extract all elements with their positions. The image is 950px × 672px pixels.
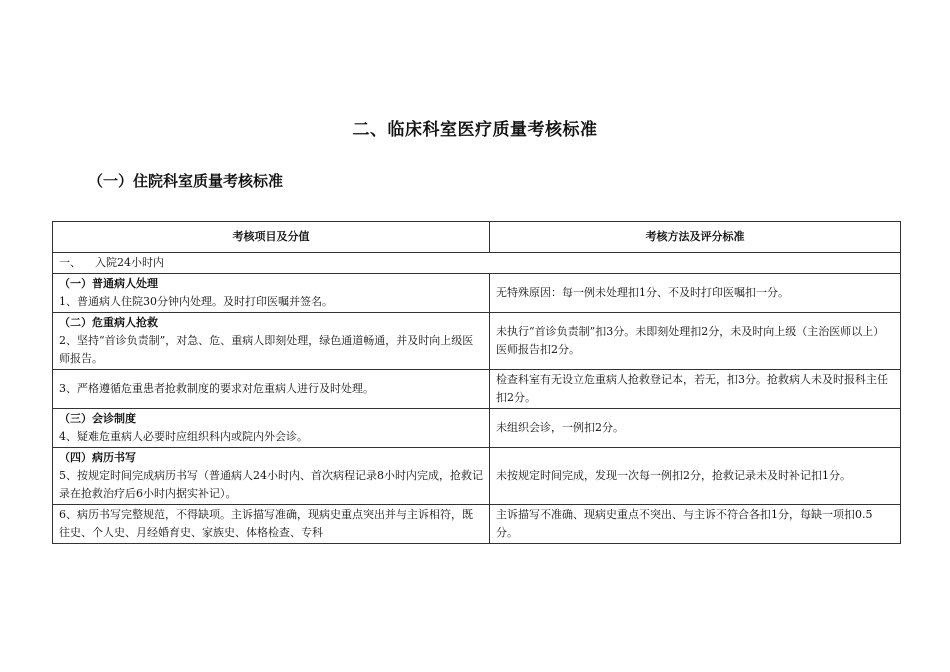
standards-table [52, 221, 901, 544]
method-cell: 未执行“首诊负责制”扣3分。未即刻处理扣2分，未及时向上级（主治医师以上）医师报告扣2分。 [490, 313, 901, 370]
method-cell: 检查科室有无设立危重病人抢救登记本，若无，扣3分。抢救病人未及时报科主任扣2分。 [490, 370, 901, 409]
method-cell: 主诉描写不准确、现病史重点不突出、与主诉不符合各扣1分，每缺一项扣0.5分。 [490, 505, 901, 544]
item-text: 2、坚持“首诊负责制”，对急、危、重病人即刻处理，绿色通道畅通，并及时向上级医师报告。 [59, 334, 474, 365]
item-cell [53, 409, 490, 448]
table-row [53, 448, 901, 505]
category-title: （一）普通病人处理 [59, 277, 158, 290]
method-cell: 无特殊原因：每一例未处理扣1分、不及时打印医嘱扣一分。 [490, 274, 901, 313]
table-row [53, 313, 901, 370]
table-row [53, 409, 901, 448]
section-title: （一）住院科室质量考核标准 [88, 172, 284, 190]
item-text: 1、普通病人住院30分钟内处理。及时打印医嘱并签名。 [59, 295, 333, 308]
header-item-column: 考核项目及分值 [53, 222, 490, 253]
category-title: （四）病历书写 [59, 451, 136, 464]
item-cell [53, 313, 490, 370]
item-text: 5、按规定时间完成病历书写（普通病人24小时内、首次病程记录8小时内完成，抢救记录在抢救治疗后6小时内据实补记）。 [59, 469, 483, 500]
group-row-label: 一、 入院24小时内 [53, 253, 901, 274]
item-text: 4、疑难危重病人必要时应组织科内或院内外会诊。 [59, 430, 308, 443]
item-cell [53, 274, 490, 313]
group-row [53, 253, 901, 274]
category-title: （二）危重病人抢救 [59, 316, 158, 329]
method-cell: 未按规定时间完成，发现一次每一例扣2分，抢救记录未及时补记扣1分。 [490, 448, 901, 505]
table-row [53, 370, 901, 409]
table-row [53, 274, 901, 313]
header-method-column: 考核方法及评分标准 [490, 222, 901, 253]
table-header-row [53, 222, 901, 253]
item-cell: 3、严格遵循危重患者抢救制度的要求对危重病人进行及时处理。 [53, 370, 490, 409]
table-row [53, 505, 901, 544]
item-text: 6、病历书写完整规范，不得缺项。主诉描写准确，现病史重点突出并与主诉相符，既往史、个人史、月经婚育史、家族史、体格检查、专科 [59, 508, 473, 539]
page-title: 二、临床科室医疗质量考核标准 [352, 120, 598, 140]
item-cell [53, 448, 490, 505]
item-cell [53, 505, 490, 544]
category-title: （三）会诊制度 [59, 412, 136, 425]
method-cell: 未组织会诊，一例扣2分。 [490, 409, 901, 448]
